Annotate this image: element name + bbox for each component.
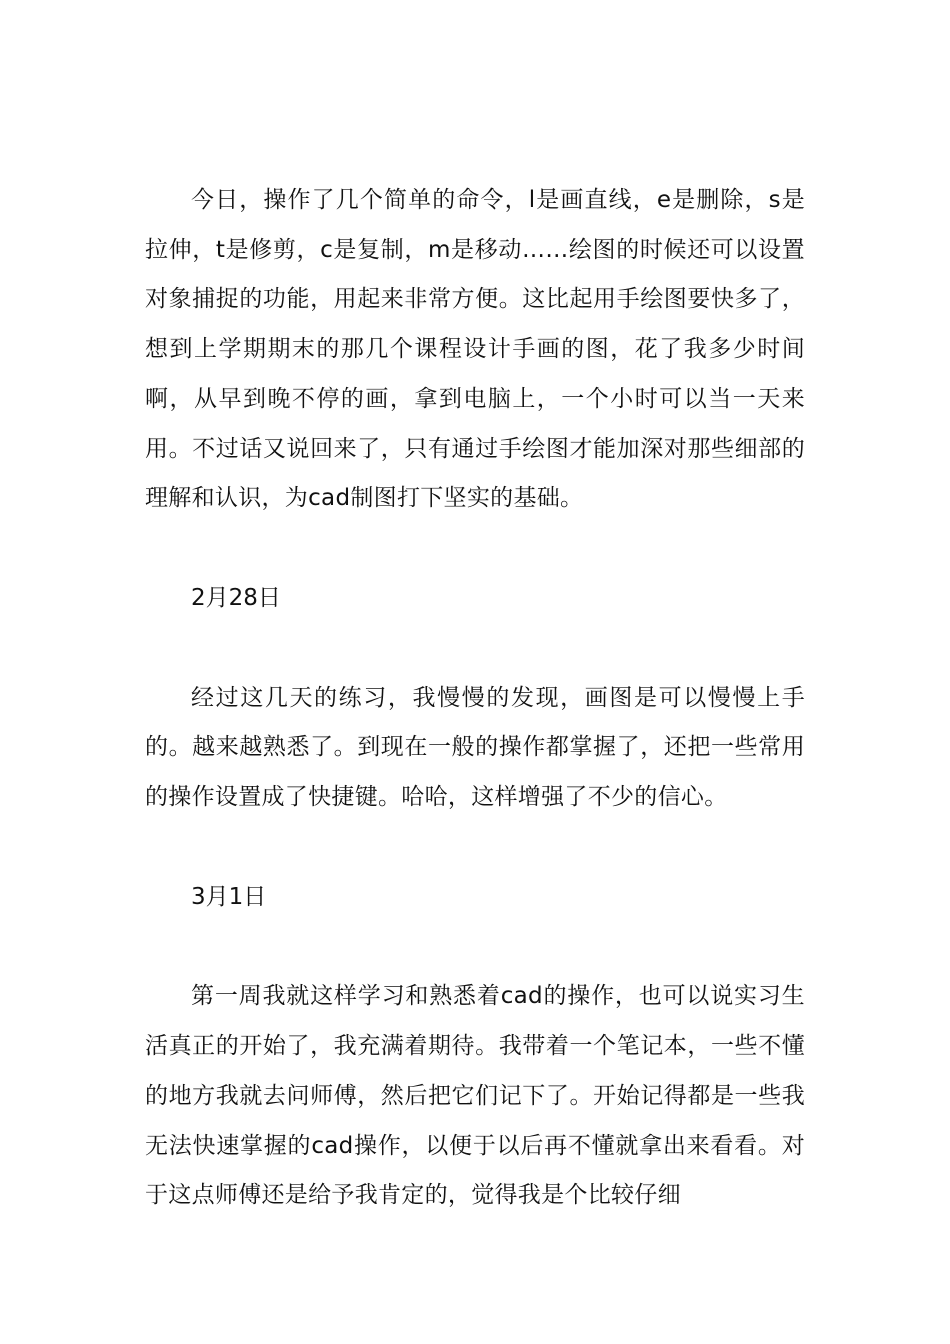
date-heading-mar-1: 3月1日 <box>191 883 267 910</box>
paragraph-spacer <box>145 922 805 972</box>
paragraph-spacer <box>145 624 805 674</box>
paragraph-spacer <box>145 823 805 873</box>
paragraph-cad-commands: 今日，操作了几个简单的命令，l是画直线，e是删除，s是拉伸，t是修剪，c是复制，m是移动……绘图的时候还可以设置对象捕捉的功能，用起来非常方便。这比起用手绘图要快多了，想到上学期期末的那几个课程设计手画的图，花了我多少时间啊，从早到晚不停的画，拿到电脑上，一个小时可以当一天来用。不过话又说回来了，只有通过手绘图才能加深对那些细部的理解和认识，为cad制图打下坚实的基础。 <box>145 187 805 512</box>
document-body <box>145 176 805 1221</box>
paragraph-first-week: 第一周我就这样学习和熟悉着cad的操作，也可以说实习生活真正的开始了，我充满着期待。我带着一个笔记本，一些不懂的地方我就去问师傅，然后把它们记下了。开始记得都是一些我无法快速掌握的cad操作，以便于以后再不懂就拿出来看看。对于这点师傅还是给予我肯定的，觉得我是个比较仔细 <box>145 983 805 1209</box>
paragraph-practice-progress: 经过这几天的练习，我慢慢的发现，画图是可以慢慢上手的。越来越熟悉了。到现在一般的操作都掌握了，还把一些常用的操作设置成了快捷键。哈哈，这样增强了不少的信心。 <box>145 684 805 811</box>
date-heading-feb-28: 2月28日 <box>191 584 281 611</box>
paragraph-spacer <box>145 524 805 574</box>
